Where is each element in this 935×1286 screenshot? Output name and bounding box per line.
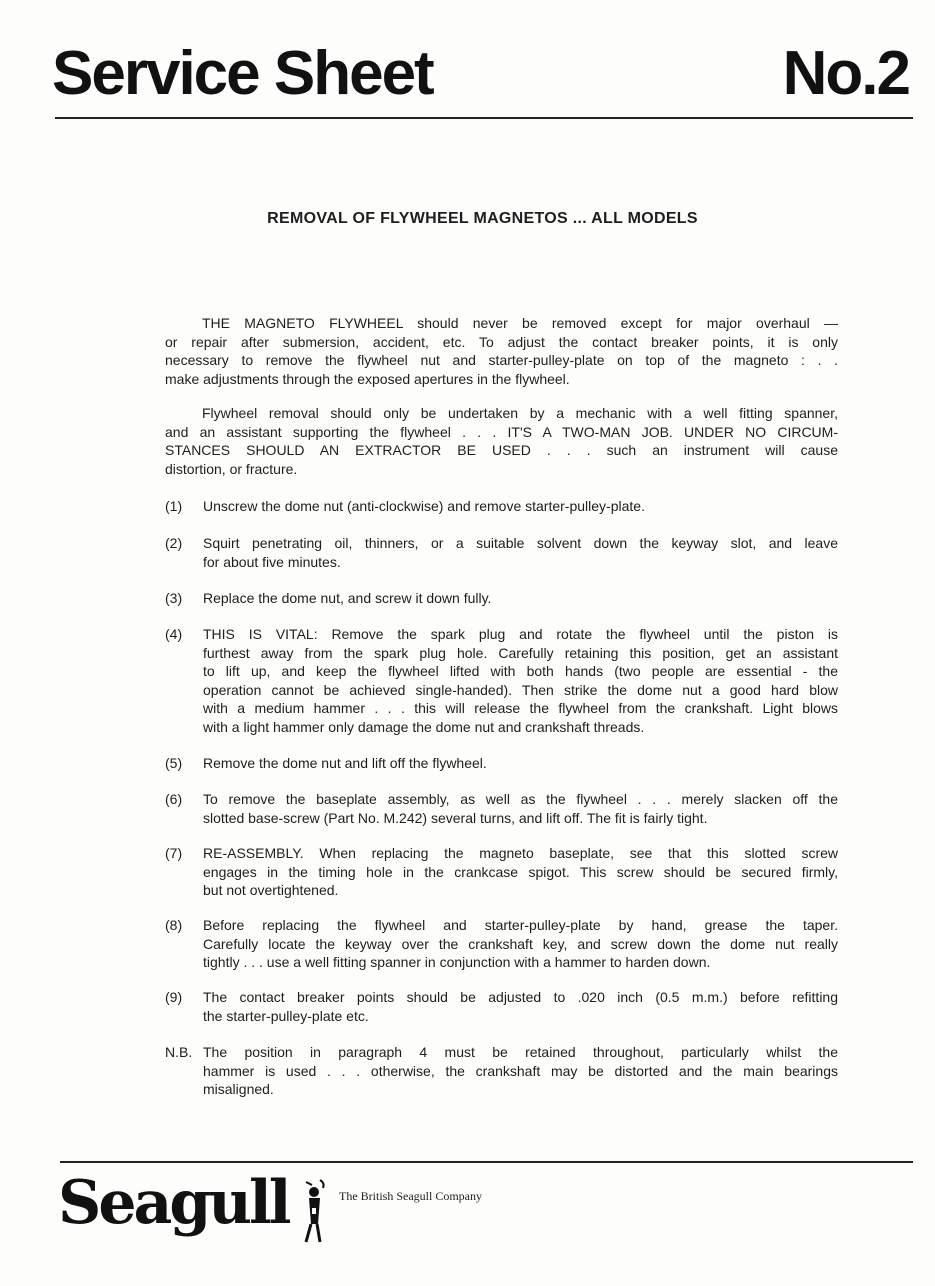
text-line: misaligned. <box>203 1081 274 1098</box>
text-line: engages in the timing hole in the crankcase spigot. This screw should be secured firmly, <box>203 863 838 880</box>
text-line: Before replacing the flywheel and starter-pulley-plate by hand, grease the taper. <box>203 917 838 933</box>
numbered-item <box>165 589 838 608</box>
numbered-item <box>165 625 838 737</box>
text-line: furthest away from the spark plug hole. Carefully retaining this position, get an assistant <box>203 644 838 661</box>
item-number: (1) <box>165 498 183 514</box>
text-line: Replace the dome nut, and screw it down fully. <box>203 590 492 606</box>
text-line: hammer is used . . . otherwise, the crankshaft may be distorted and the main bearings <box>203 1062 838 1079</box>
text-line: with a light hammer only damage the dome nut and crankshaft threads. <box>203 718 645 735</box>
item-text <box>203 916 838 972</box>
numbered-item <box>165 790 838 827</box>
seagull-logo: Seagull <box>58 1168 289 1238</box>
item-number: (2) <box>165 535 183 551</box>
item-number: (4) <box>165 626 183 642</box>
numbered-item <box>165 754 838 773</box>
item-number: (9) <box>165 989 183 1005</box>
text-line: THE MAGNETO FLYWHEEL should never be removed except for major overhaul — <box>202 315 838 331</box>
item-number: (3) <box>165 590 183 606</box>
numbered-item <box>165 497 838 516</box>
text-line: to lift up, and keep the flywheel lifted with both hands (two people are essential - the <box>203 663 838 680</box>
numbered-item <box>165 844 838 900</box>
header-rule <box>55 117 913 119</box>
text-line: the starter-pulley-plate etc. <box>203 1007 369 1024</box>
text-line: and an assistant supporting the flywheel . . . IT'S A TWO-MAN JOB. UNDER NO CIRCUM- <box>165 423 838 440</box>
item-text <box>203 988 838 1025</box>
item-text <box>203 625 838 737</box>
text-line: distortion, or fracture. <box>165 460 298 477</box>
item-number: (7) <box>165 845 183 861</box>
text-line: make adjustments through the exposed apertures in the flywheel. <box>165 370 570 387</box>
text-line: but not overtightened. <box>203 882 339 899</box>
item-number: (8) <box>165 917 183 933</box>
item-number: (6) <box>165 791 183 807</box>
numbered-item <box>165 1043 838 1099</box>
text-line: tightly . . . use a well fitting spanner in conjunction with a hammer to harden down. <box>203 954 711 971</box>
text-line: STANCES SHOULD AN EXTRACTOR BE USED . . . such an instrument will cause <box>165 442 838 459</box>
item-text <box>203 790 838 827</box>
item-number: (5) <box>165 755 183 771</box>
text-line: necessary to remove the flywheel nut and starter-pulley-plate on top of the magneto : . . <box>165 352 838 369</box>
text-line: Remove the dome nut and lift off the flywheel. <box>203 755 487 771</box>
item-text <box>203 497 838 516</box>
text-line: The contact breaker points should be adjusted to .020 inch (0.5 m.m.) before refitting <box>203 989 838 1005</box>
sheet-number: No.2 <box>782 39 909 108</box>
text-line: THIS IS VITAL: Remove the spark plug and rotate the flywheel until the piston is <box>203 626 838 642</box>
text-line: operation cannot be achieved single-handed). Then strike the dome nut a good hard blow <box>203 681 838 698</box>
section-heading: REMOVAL OF FLYWHEEL MAGNETOS ... ALL MODELS <box>267 210 698 227</box>
text-line: Unscrew the dome nut (anti-clockwise) and remove starter-pulley-plate. <box>203 498 645 514</box>
text-line: Carefully locate the keyway over the crankshaft key, and screw down the dome nut really <box>203 935 838 952</box>
text-line: The position in paragraph 4 must be retained throughout, particularly whilst the <box>203 1044 838 1060</box>
text-line: To remove the baseplate assembly, as well as the flywheel . . . merely slacken off the <box>203 791 838 807</box>
text-line: slotted base-screw (Part No. M.242) several turns, and lift off. The fit is fairly tight. <box>203 809 708 826</box>
intro-paragraph <box>165 314 838 388</box>
text-line: with a medium hammer . . . this will release the flywheel from the crankshaft. Light blows <box>203 700 838 717</box>
intro-paragraph <box>165 404 838 478</box>
sailor-figure-icon <box>300 1178 328 1248</box>
item-text <box>203 754 838 773</box>
item-text <box>203 534 838 571</box>
footer-rule <box>60 1161 913 1163</box>
item-text <box>203 589 838 608</box>
text-line: for about five minutes. <box>203 553 341 570</box>
item-number: N.B. <box>165 1044 193 1060</box>
text-line: RE-ASSEMBLY. When replacing the magneto baseplate, see that this slotted screw <box>203 845 838 861</box>
text-line: Flywheel removal should only be undertaken by a mechanic with a well fitting spanner, <box>202 405 838 421</box>
text-line: or repair after submersion, accident, etc. To adjust the contact breaker points, it is only <box>165 333 838 350</box>
numbered-item <box>165 988 838 1025</box>
numbered-item <box>165 916 838 972</box>
item-text <box>203 1043 838 1099</box>
numbered-item <box>165 534 838 571</box>
item-text <box>203 844 838 900</box>
text-line: Squirt penetrating oil, thinners, or a suitable solvent down the keyway slot, and leave <box>203 535 838 551</box>
company-name: The British Seagull Company <box>339 1189 482 1203</box>
sheet-title: Service Sheet <box>52 39 433 108</box>
